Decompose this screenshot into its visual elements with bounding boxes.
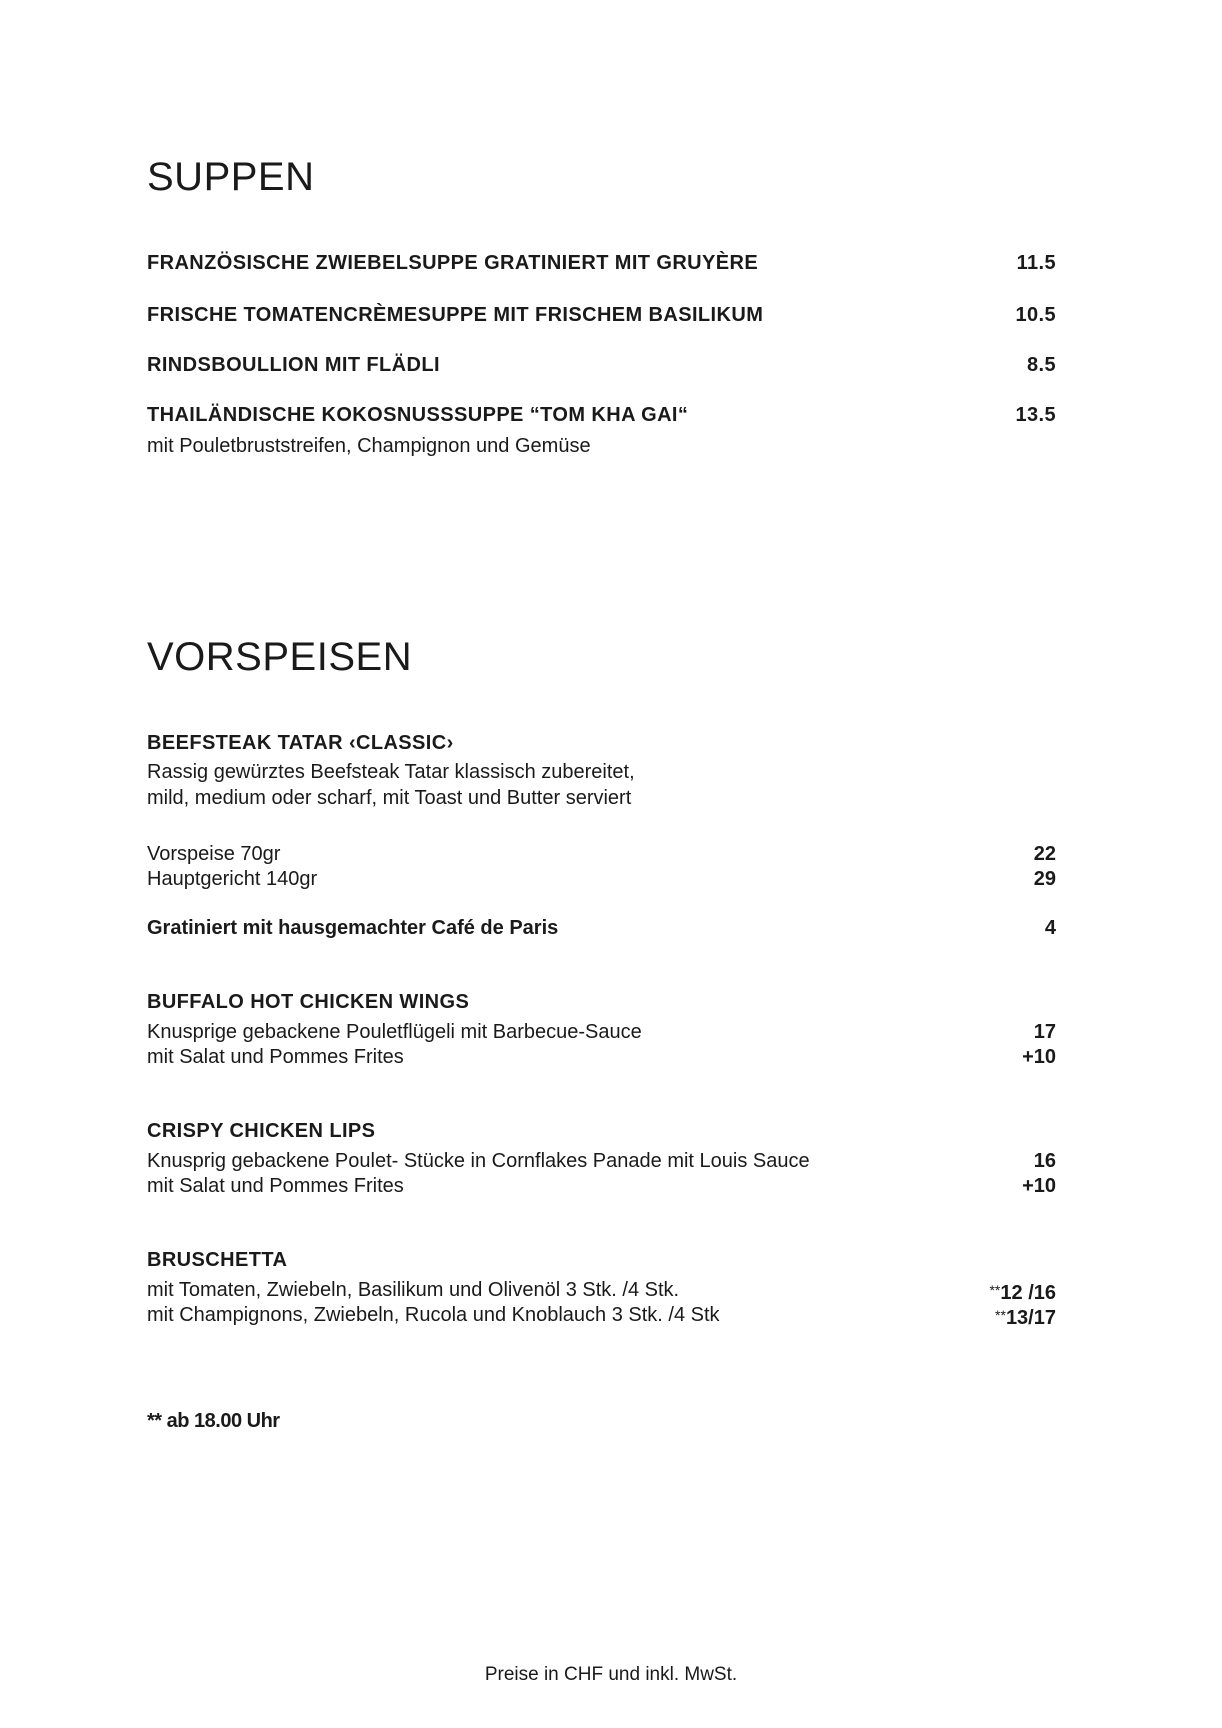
- item-option: [147, 1302, 1056, 1328]
- menu-item: [147, 730, 1056, 756]
- item-description: [147, 759, 1056, 785]
- item-name: FRISCHE TOMATENCRÈMESUPPE MIT FRISCHEM BASILIKUM: [147, 304, 764, 326]
- price-footer: Preise in CHF und inkl. MwSt.: [484, 1664, 738, 1685]
- menu-item: [147, 1247, 1056, 1273]
- option-price: 12 /16: [1000, 1282, 1056, 1304]
- footnote-text: ** ab 18.00 Uhr: [147, 1410, 280, 1432]
- footnote: [147, 1408, 1056, 1434]
- item-name: RINDSBOULLION MIT FLÄDLI: [147, 354, 440, 376]
- item-description-text: mit Pouletbruststreifen, Champignon und Gemüse: [147, 435, 591, 457]
- item-price: 10.5: [1015, 304, 1056, 326]
- item-name: BEEFSTEAK TATAR ‹CLASSIC›: [147, 732, 454, 754]
- section-title-vorspeisen: VORSPEISEN: [147, 635, 413, 679]
- option-price: 13/17: [1005, 1307, 1056, 1329]
- item-name: CRISPY CHICKEN LIPS: [147, 1120, 376, 1142]
- item-name: BRUSCHETTA: [147, 1249, 288, 1271]
- option-price: +10: [1022, 1046, 1056, 1068]
- item-name: BUFFALO HOT CHICKEN WINGS: [147, 991, 470, 1013]
- extra-price: 4: [1044, 917, 1056, 939]
- option-label: Hauptgericht 140gr: [147, 868, 318, 890]
- item-description-text: mit Champignons, Zwiebeln, Rucola und Knoblauch 3 Stk. /4 Stk: [147, 1304, 720, 1326]
- item-description: [147, 433, 1056, 459]
- item-description-text: Knusprige gebackene Pouletflügeli mit Barbecue-Sauce: [147, 1021, 642, 1043]
- extra-label: Gratiniert mit hausgemachter Café de Paris: [147, 917, 559, 939]
- item-name: THAILÄNDISCHE KOKOSNUSSSUPPE “TOM KHA GAI“: [147, 404, 689, 426]
- item-description-text: mit Tomaten, Zwiebeln, Basilikum und Olivenöl 3 Stk. /4 Stk.: [147, 1279, 680, 1301]
- item-option: [147, 1173, 1056, 1199]
- item-option: [147, 1148, 1056, 1174]
- item-description-text: mit Salat und Pommes Frites: [147, 1175, 404, 1197]
- menu-item: [147, 352, 1056, 378]
- item-option: [147, 1277, 1056, 1303]
- menu-item: [147, 402, 1056, 428]
- option-label: Vorspeise 70gr: [147, 843, 281, 865]
- item-name: FRANZÖSISCHE ZWIEBELSUPPE GRATINIERT MIT GRUYÈRE: [147, 252, 759, 274]
- option-price: 22: [1033, 843, 1056, 865]
- price-footnote-mark: **: [995, 1307, 1006, 1323]
- item-description-text: mild, medium oder scharf, mit Toast und Butter serviert: [147, 787, 632, 809]
- item-option: [147, 841, 1056, 867]
- item-price: 8.5: [1026, 354, 1056, 376]
- section-title-suppen: SUPPEN: [147, 155, 315, 199]
- item-option: [147, 1044, 1056, 1070]
- item-price: 13.5: [1015, 404, 1056, 426]
- price-footnote-mark: **: [989, 1282, 1001, 1298]
- menu-item: [147, 1118, 1056, 1144]
- item-description: [147, 785, 1056, 811]
- option-price-group: [995, 1302, 1056, 1333]
- item-description-text: mit Salat und Pommes Frites: [147, 1046, 404, 1068]
- menu-item: [147, 989, 1056, 1015]
- item-description-text: Rassig gewürztes Beefsteak Tatar klassisch zubereitet,: [147, 761, 635, 783]
- item-price: 11.5: [1016, 252, 1056, 274]
- item-option: [147, 1019, 1056, 1045]
- option-price: 17: [1033, 1021, 1056, 1043]
- option-price: +10: [1022, 1175, 1056, 1197]
- item-description-text: Knusprig gebackene Poulet- Stücke in Cornflakes Panade mit Louis Sauce: [147, 1150, 810, 1172]
- menu-item: [147, 250, 1056, 276]
- option-price: 16: [1033, 1150, 1056, 1172]
- item-option: [147, 866, 1056, 892]
- menu-item: [147, 302, 1056, 328]
- option-price: 29: [1033, 868, 1056, 890]
- item-extra: [147, 915, 1056, 941]
